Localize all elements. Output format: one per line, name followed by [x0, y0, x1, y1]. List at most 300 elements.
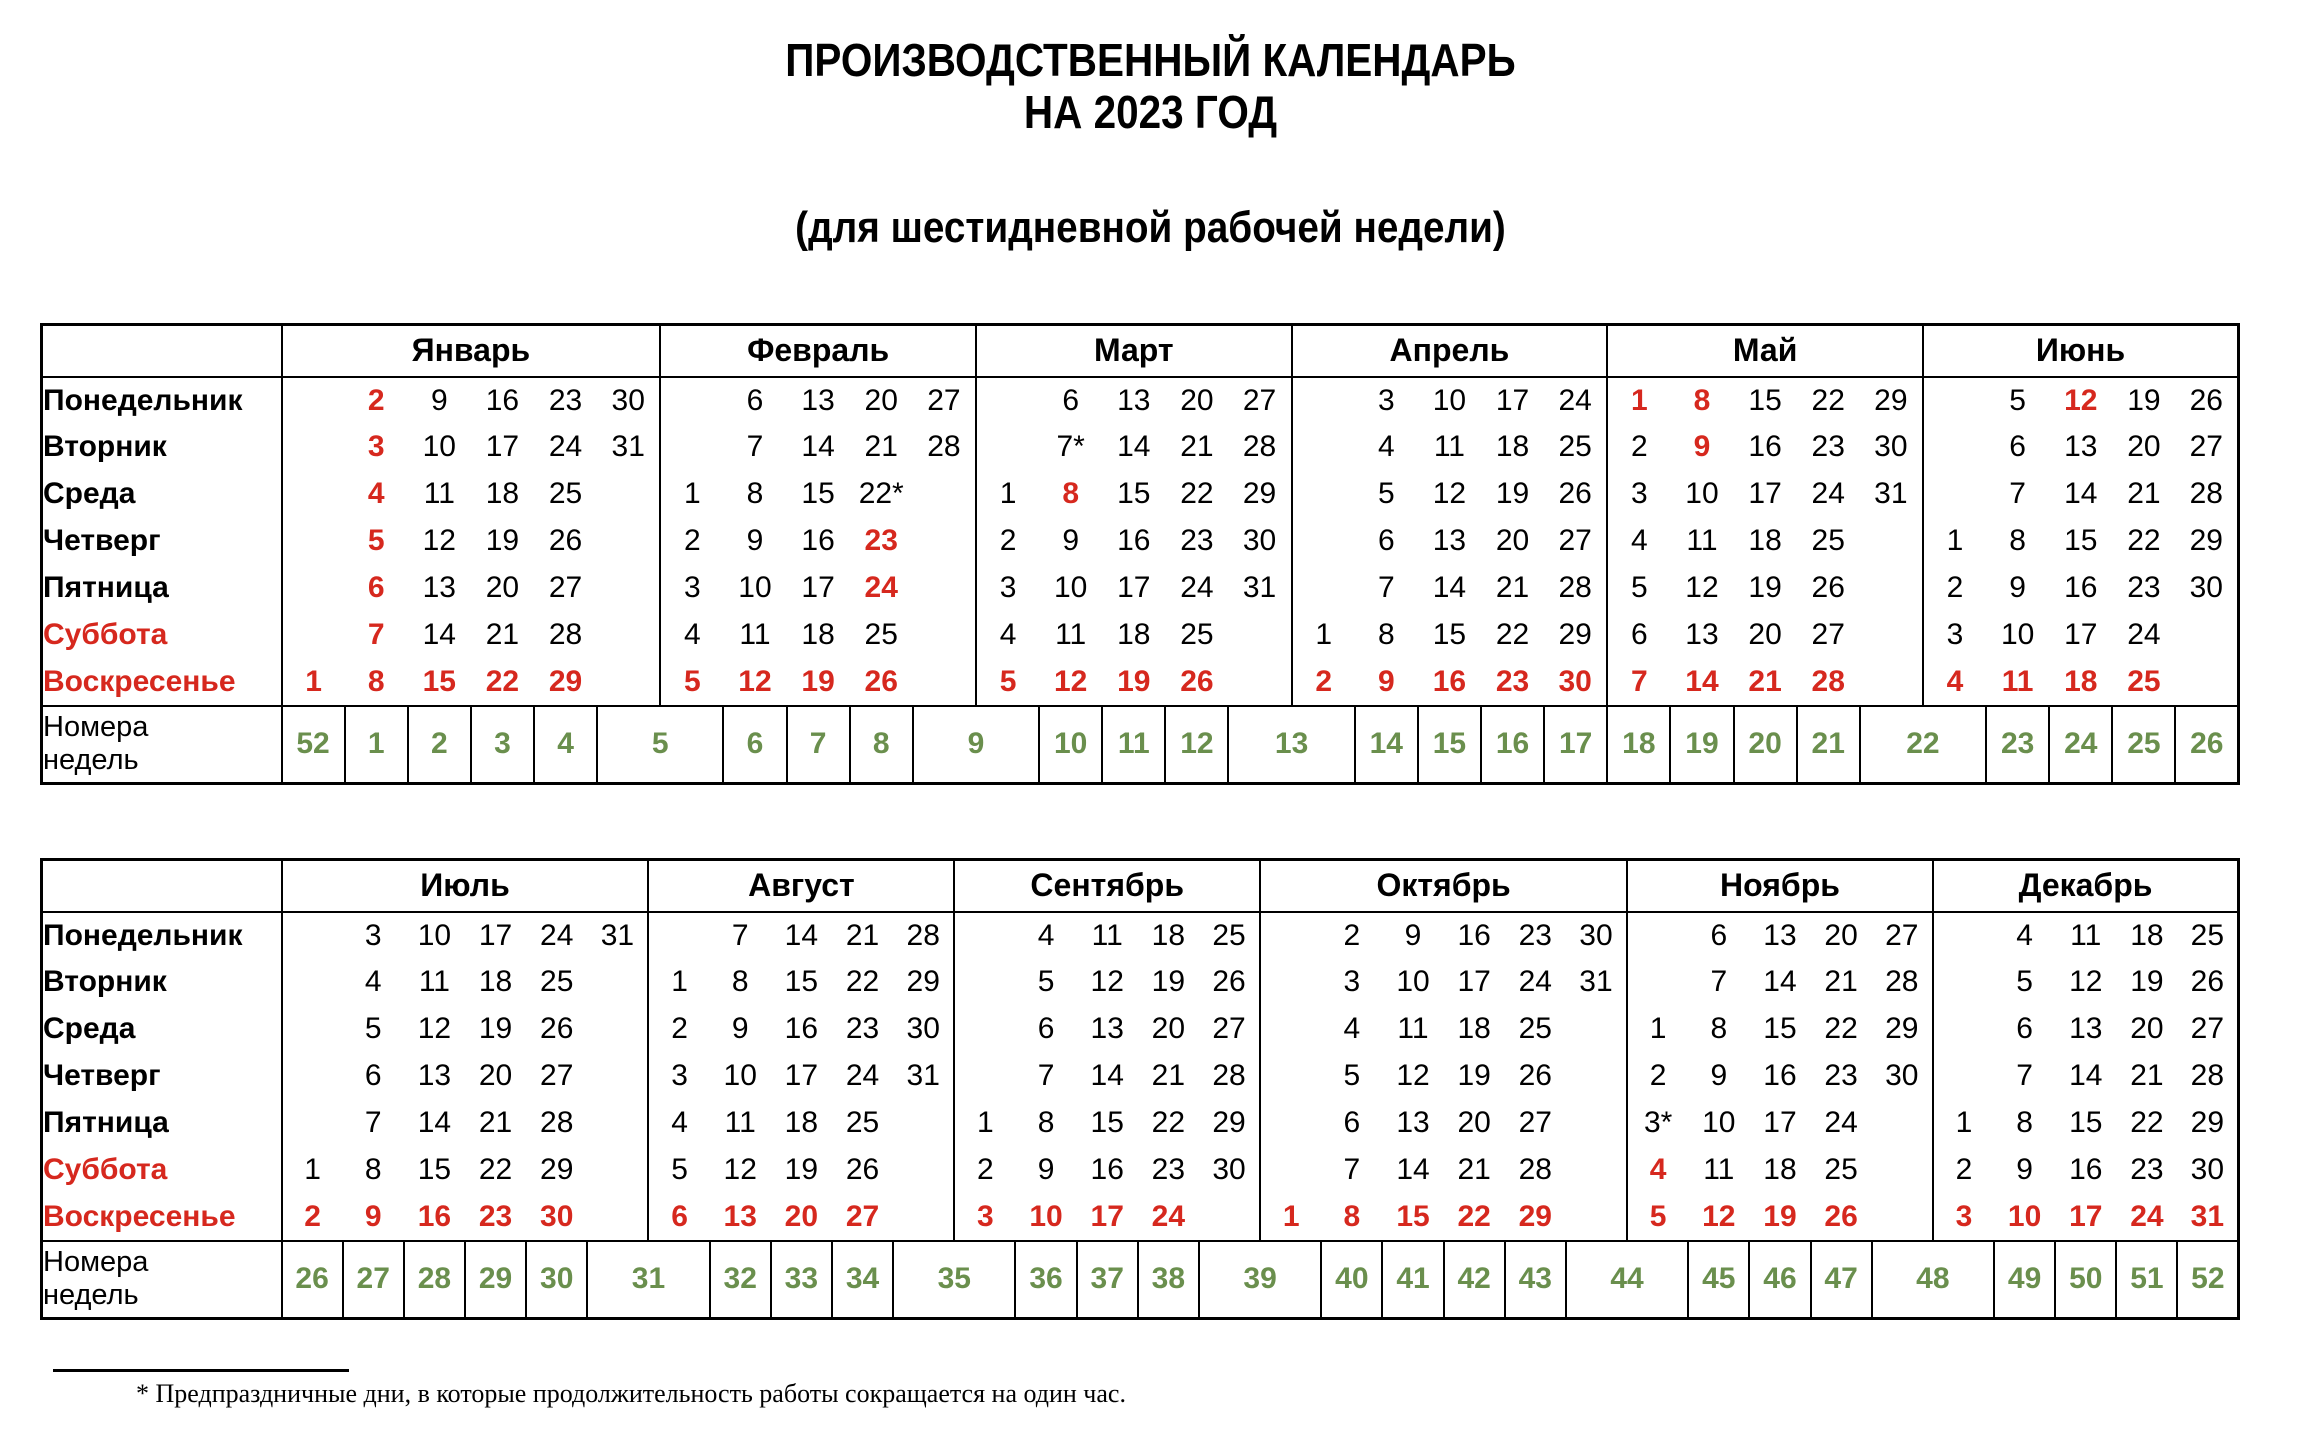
date-cell: 12: [1685, 571, 1719, 604]
date-cell: 26: [864, 664, 898, 698]
date-cell: 29: [540, 1153, 574, 1186]
date-cell: 19: [1748, 571, 1782, 604]
week-number-cell: 33: [771, 1241, 832, 1319]
date-cell: 6: [364, 1059, 382, 1092]
date-cell: 3: [364, 918, 382, 952]
date-cell: 10: [1053, 571, 1088, 604]
page-title-line1: ПРОИЗВОДСТВЕННЫЙ КАЛЕНДАРЬ: [785, 34, 1516, 86]
date-cell: 1: [1607, 377, 1670, 424]
date-cell: 29: [1212, 1106, 1246, 1139]
date-cell: 10: [1702, 1106, 1736, 1139]
week-number-cell: 11: [1102, 706, 1165, 784]
date-cell: 22: [1824, 1012, 1858, 1045]
date-cell: 3*: [1627, 1100, 1688, 1147]
date-cell: 31: [611, 430, 645, 463]
page-title-line2: НА 2023 ГОД: [1023, 86, 1278, 138]
date-cell: 1: [1292, 612, 1355, 659]
date-cell: 19: [478, 1012, 513, 1045]
date-cell: 2: [954, 1147, 1015, 1194]
week-number-cell: 52: [2177, 1241, 2238, 1319]
date-cell: [954, 912, 1015, 959]
date-cell: [1872, 1100, 1933, 1147]
date-cell: [660, 424, 723, 471]
date-cell: 25: [1180, 618, 1214, 651]
date-cell: [954, 1053, 1015, 1100]
date-cell: 10: [2000, 618, 2035, 651]
date-cell: 7: [1343, 1153, 1361, 1186]
date-cell: 30: [2190, 1153, 2225, 1186]
date-cell: 7: [746, 430, 764, 463]
date-cell: 11: [1686, 524, 1718, 557]
date-cell: 5: [1343, 1059, 1361, 1092]
date-cell: 22: [2130, 1106, 2164, 1139]
corner-cell: [42, 860, 282, 912]
date-cell: 8: [731, 965, 749, 998]
date-cell: 18: [2130, 918, 2164, 952]
date-cell: [1228, 612, 1291, 659]
week-number-cell: 26: [2175, 706, 2238, 784]
date-cell: 12: [417, 1012, 452, 1045]
day-name-cell: Вторник: [42, 424, 282, 471]
date-cell: [893, 1194, 954, 1241]
date-cell: 23: [1495, 664, 1530, 698]
date-cell: 31: [906, 1059, 940, 1092]
date-cell: 23: [1824, 1059, 1858, 1092]
date-cell: [282, 565, 345, 612]
week-number-cell: 26: [282, 1241, 343, 1319]
date-cell: 22: [845, 965, 880, 998]
date-cell: 17: [2069, 1199, 2103, 1233]
date-cell: 21: [1495, 571, 1530, 604]
date-cell: 27: [540, 1059, 574, 1092]
date-cell: 21: [1457, 1153, 1491, 1186]
date-cell: 26: [1518, 1059, 1552, 1092]
date-cell: 12: [1396, 1059, 1430, 1092]
date-cell: 23: [1180, 524, 1214, 557]
date-cell: 7: [367, 618, 385, 651]
date-cell: [1933, 912, 1994, 959]
week-number-cell: 8: [850, 706, 913, 784]
date-cell: 19: [2130, 965, 2164, 998]
date-cell: 24: [864, 571, 898, 604]
date-cell: 17: [784, 1059, 819, 1092]
date-cell: 15: [1396, 1199, 1430, 1233]
date-cell: 28: [2189, 477, 2223, 510]
date-cell: 11: [1397, 1012, 1429, 1045]
date-cell: 2: [976, 518, 1039, 565]
date-cell: 25: [2190, 918, 2225, 952]
date-cell: 4: [1377, 430, 1395, 463]
date-cell: 14: [801, 430, 835, 463]
date-cell: 6: [1062, 383, 1079, 417]
week-number-cell: 41: [1382, 1241, 1443, 1319]
date-cell: 13: [1117, 383, 1151, 417]
date-cell: 24: [1518, 965, 1552, 998]
date-cell: 24: [540, 918, 574, 952]
date-cell: 16: [1432, 664, 1467, 698]
date-cell: 7: [1377, 571, 1395, 604]
day-name-cell: Четверг: [42, 1053, 282, 1100]
date-cell: 25: [2127, 664, 2161, 698]
date-cell: 4: [1627, 1147, 1688, 1194]
date-cell: 1: [648, 959, 709, 1006]
date-cell: 11: [423, 477, 455, 510]
date-cell: 22: [1811, 383, 1845, 417]
week-number-cell: 25: [2112, 706, 2175, 784]
week-numbers-label-line: Номера: [43, 711, 149, 744]
week-number-cell: 35: [893, 1241, 1015, 1319]
date-cell: 30: [1579, 918, 1613, 952]
date-cell: [282, 424, 345, 471]
date-cell: [1292, 377, 1355, 424]
date-cell: 8: [1377, 618, 1395, 651]
week-number-cell: 22: [1860, 706, 1986, 784]
week-number-cell: 45: [1688, 1241, 1749, 1319]
date-cell: 29: [2190, 1106, 2225, 1139]
date-cell: 18: [1151, 918, 1186, 952]
date-cell: 2: [367, 383, 385, 417]
date-cell: 7: [2016, 1059, 2033, 1092]
date-cell: 28: [1811, 664, 1845, 698]
date-cell: 24: [548, 430, 583, 463]
date-cell: [1860, 565, 1923, 612]
date-cell: 17: [1457, 965, 1491, 998]
date-cell: 6: [2016, 1012, 2033, 1045]
date-cell: 5: [2009, 383, 2026, 417]
date-cell: [913, 471, 976, 518]
date-cell: 14: [1117, 430, 1151, 463]
date-cell: 27: [1811, 618, 1845, 651]
week-number-cell: 46: [1749, 1241, 1810, 1319]
date-cell: [597, 659, 660, 706]
corner-cell: [42, 325, 282, 377]
date-cell: 3: [1933, 1194, 1994, 1241]
week-number-cell: 4: [534, 706, 597, 784]
date-cell: 11: [739, 618, 771, 651]
date-cell: 8: [2009, 524, 2026, 557]
date-cell: [1872, 1147, 1933, 1194]
date-cell: 4: [976, 612, 1039, 659]
date-cell: 23: [845, 1012, 880, 1045]
week-number-cell: 2: [408, 706, 471, 784]
date-cell: 20: [1748, 618, 1782, 651]
date-cell: 6: [648, 1194, 709, 1241]
date-cell: 16: [1763, 1059, 1797, 1092]
date-cell: 8: [746, 477, 764, 510]
week-number-cell: 23: [1986, 706, 2049, 784]
date-cell: 27: [1212, 1012, 1246, 1045]
date-cell: 30: [2189, 571, 2223, 604]
date-cell: 18: [1457, 1012, 1491, 1045]
date-cell: 17: [801, 571, 835, 604]
date-cell: 23: [1151, 1153, 1186, 1186]
date-cell: 23: [1518, 918, 1552, 952]
date-cell: [1260, 1006, 1321, 1053]
date-cell: 10: [1685, 477, 1719, 510]
date-cell: [893, 1147, 954, 1194]
date-cell: 12: [738, 664, 772, 698]
date-cell: 17: [1090, 1199, 1124, 1233]
date-cell: 31: [1579, 965, 1613, 998]
date-cell: 6: [1343, 1106, 1361, 1139]
date-cell: 1: [282, 659, 345, 706]
date-cell: [597, 518, 660, 565]
date-cell: 6: [746, 383, 764, 417]
date-cell: [976, 424, 1039, 471]
date-cell: 8: [1062, 477, 1079, 510]
date-cell: 1: [1627, 1006, 1688, 1053]
date-cell: [587, 959, 648, 1006]
date-cell: 21: [2127, 477, 2161, 510]
date-cell: 8: [1710, 1012, 1728, 1045]
date-cell: 20: [485, 571, 520, 604]
date-cell: 15: [784, 965, 819, 998]
date-cell: 9: [1037, 1153, 1055, 1186]
date-cell: 11: [1055, 618, 1087, 651]
date-cell: 4: [1923, 659, 1986, 706]
date-cell: 31: [1242, 571, 1277, 604]
date-cell: 25: [845, 1106, 880, 1139]
date-cell: 3: [660, 565, 723, 612]
date-cell: 24: [1824, 1106, 1858, 1139]
date-cell: 11: [724, 1106, 756, 1139]
week-number-cell: 44: [1566, 1241, 1688, 1319]
date-cell: [282, 959, 343, 1006]
date-cell: 26: [2190, 965, 2225, 998]
date-cell: 6: [1607, 612, 1670, 659]
date-cell: 5: [976, 659, 1039, 706]
date-cell: 2: [1923, 565, 1986, 612]
week-number-cell: 50: [2055, 1241, 2116, 1319]
date-cell: 14: [417, 1106, 452, 1139]
date-cell: 3: [1923, 612, 1986, 659]
week-number-cell: 17: [1544, 706, 1607, 784]
date-cell: [954, 1006, 1015, 1053]
week-number-cell: 24: [2049, 706, 2112, 784]
date-cell: 1: [1923, 518, 1986, 565]
date-cell: 29: [906, 965, 940, 998]
date-cell: 2: [648, 1006, 709, 1053]
date-cell: 5: [660, 659, 723, 706]
date-cell: 31: [600, 918, 635, 952]
week-number-cell: 13: [1228, 706, 1354, 784]
date-cell: 29: [1885, 1012, 1919, 1045]
date-cell: [282, 612, 345, 659]
week-number-cell: 30: [526, 1241, 587, 1319]
month-header-cell: Октябрь: [1260, 860, 1627, 912]
date-cell: 15: [417, 1153, 452, 1186]
week-number-cell: 19: [1670, 706, 1733, 784]
date-cell: 4: [1037, 918, 1055, 952]
date-cell: [1860, 659, 1923, 706]
week-number-cell: 10: [1039, 706, 1102, 784]
date-cell: 16: [1117, 524, 1151, 557]
date-cell: [282, 377, 345, 424]
date-cell: 6: [2009, 430, 2026, 463]
date-cell: 18: [478, 965, 513, 998]
date-cell: 7: [2009, 477, 2026, 510]
date-cell: 20: [1824, 918, 1858, 952]
date-cell: 6: [1037, 1012, 1055, 1045]
date-cell: 3: [648, 1053, 709, 1100]
month-header-cell: Сентябрь: [954, 860, 1260, 912]
date-cell: 14: [1396, 1153, 1430, 1186]
month-header-cell: Декабрь: [1933, 860, 2239, 912]
date-cell: 30: [1874, 430, 1908, 463]
date-cell: 19: [784, 1153, 819, 1186]
week-numbers-label-cell: [42, 706, 282, 784]
week-number-cell: 39: [1199, 1241, 1321, 1319]
date-cell: 24: [1151, 1199, 1186, 1233]
date-cell: 3: [1607, 471, 1670, 518]
date-cell: 13: [1763, 918, 1797, 952]
week-number-cell: 27: [343, 1241, 404, 1319]
date-cell: 25: [1824, 1153, 1858, 1186]
day-name-cell: Пятница: [42, 565, 282, 612]
date-cell: 12: [422, 524, 456, 557]
date-cell: 9: [364, 1199, 382, 1233]
date-cell: 20: [1495, 524, 1530, 557]
week-number-cell: 42: [1444, 1241, 1505, 1319]
week-numbers-label-line: недель: [43, 1279, 139, 1312]
week-number-cell: 7: [787, 706, 850, 784]
week-number-cell: 14: [1355, 706, 1418, 784]
date-cell: 1: [976, 471, 1039, 518]
date-cell: 25: [1558, 430, 1592, 463]
date-cell: 8: [1343, 1199, 1361, 1233]
date-cell: 15: [2069, 1106, 2103, 1139]
date-cell: 26: [548, 524, 583, 557]
date-cell: 14: [1432, 571, 1467, 604]
day-name-cell: Понедельник: [42, 377, 282, 424]
date-cell: 26: [1180, 664, 1214, 698]
date-cell: 13: [2069, 1012, 2103, 1045]
date-cell: 25: [540, 965, 574, 998]
week-number-cell: 3: [471, 706, 534, 784]
date-cell: [1627, 959, 1688, 1006]
date-cell: [954, 959, 1015, 1006]
date-cell: 16: [2069, 1153, 2103, 1186]
date-cell: 26: [2189, 383, 2223, 417]
week-number-cell: 6: [723, 706, 786, 784]
date-cell: [1292, 518, 1355, 565]
date-cell: 9: [430, 383, 448, 417]
date-cell: 19: [1457, 1059, 1491, 1092]
date-cell: 27: [548, 571, 583, 604]
date-cell: 28: [2190, 1059, 2225, 1092]
date-cell: 2: [1343, 918, 1361, 952]
date-cell: 19: [1151, 965, 1186, 998]
date-cell: 19: [801, 664, 835, 698]
date-cell: 7: [1607, 659, 1670, 706]
date-cell: 5: [2016, 965, 2033, 998]
date-cell: [1923, 377, 1986, 424]
month-header-cell: Июнь: [1923, 325, 2239, 377]
date-cell: 5: [1627, 1194, 1688, 1241]
calendar-table-jan-jun: [40, 323, 2240, 785]
date-cell: 16: [485, 383, 520, 417]
date-cell: 26: [1558, 477, 1592, 510]
date-cell: 27: [1885, 918, 1919, 952]
date-cell: 2: [282, 1194, 343, 1241]
date-cell: 21: [845, 918, 880, 952]
date-cell: [1292, 565, 1355, 612]
calendar-table-jul-dec: [40, 858, 2240, 1320]
date-cell: 21: [478, 1106, 513, 1139]
date-cell: 1: [954, 1100, 1015, 1147]
date-cell: 23: [1811, 430, 1845, 463]
date-cell: 7: [1037, 1059, 1055, 1092]
date-cell: 5: [364, 1012, 382, 1045]
week-number-cell: 5: [597, 706, 723, 784]
date-cell: 8: [367, 664, 385, 698]
date-cell: 17: [2064, 618, 2098, 651]
date-cell: 23: [548, 383, 583, 417]
date-cell: 17: [478, 918, 513, 952]
date-cell: 24: [2130, 1199, 2164, 1233]
date-cell: 30: [1885, 1059, 1919, 1092]
date-cell: 7*: [1056, 430, 1085, 463]
week-number-cell: 12: [1165, 706, 1228, 784]
week-number-cell: 1: [345, 706, 408, 784]
date-cell: 10: [738, 571, 772, 604]
month-header-cell: Март: [976, 325, 1292, 377]
day-name-cell: Суббота: [42, 1147, 282, 1194]
date-cell: 13: [801, 383, 835, 417]
date-cell: 21: [1824, 965, 1858, 998]
date-cell: 4: [660, 612, 723, 659]
month-header-cell: Февраль: [660, 325, 976, 377]
date-cell: [1627, 912, 1688, 959]
date-cell: [1860, 518, 1923, 565]
date-cell: 1: [1933, 1100, 1994, 1147]
week-number-cell: 20: [1734, 706, 1797, 784]
month-header-cell: Май: [1607, 325, 1923, 377]
date-cell: 4: [1607, 518, 1670, 565]
date-cell: 16: [1748, 430, 1782, 463]
date-cell: 9: [1710, 1059, 1728, 1092]
date-cell: 12: [1090, 965, 1124, 998]
date-cell: 12: [1432, 477, 1467, 510]
date-cell: 5: [1607, 565, 1670, 612]
date-cell: [587, 1006, 648, 1053]
date-cell: 26: [540, 1012, 574, 1045]
date-cell: 9: [746, 524, 764, 557]
date-cell: 30: [906, 1012, 940, 1045]
week-number-cell: 47: [1811, 1241, 1872, 1319]
date-cell: [587, 1194, 648, 1241]
date-cell: 17: [1117, 571, 1151, 604]
date-cell: 27: [1518, 1106, 1552, 1139]
date-cell: 6: [1710, 918, 1728, 952]
date-cell: 15: [1432, 618, 1467, 651]
date-cell: 5: [648, 1147, 709, 1194]
date-cell: 13: [1090, 1012, 1124, 1045]
date-cell: 1: [282, 1147, 343, 1194]
date-cell: 21: [1151, 1059, 1186, 1092]
date-cell: 18: [801, 618, 835, 651]
day-name-cell: Четверг: [42, 518, 282, 565]
date-cell: 11: [1091, 918, 1123, 952]
week-number-cell: 32: [710, 1241, 771, 1319]
date-cell: 30: [611, 383, 645, 417]
date-cell: [597, 471, 660, 518]
date-cell: 27: [927, 383, 961, 417]
date-cell: [282, 518, 345, 565]
date-cell: [282, 1100, 343, 1147]
date-cell: [1933, 959, 1994, 1006]
date-cell: 15: [2064, 524, 2098, 557]
